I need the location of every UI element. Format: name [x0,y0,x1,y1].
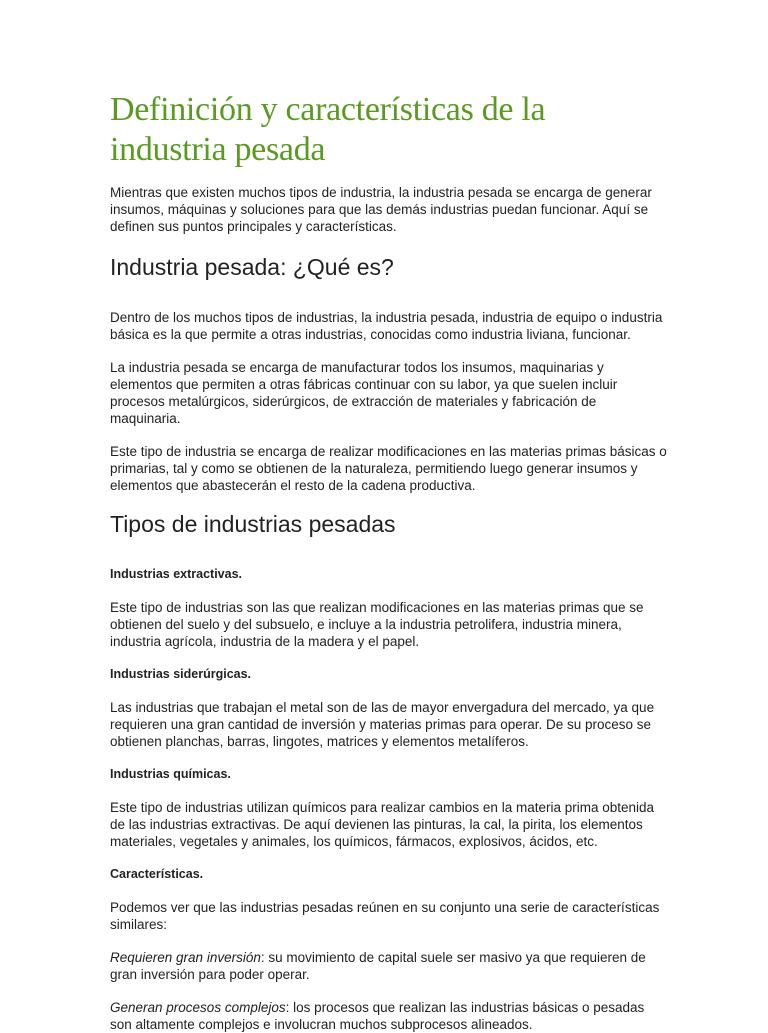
label-procesos: Generan procesos complejos [110,1000,286,1015]
subheading-extractivas: Industrias extractivas. [110,567,243,581]
paragraph-siderurgicas: Las industrias que trabajan el metal son de las de mayor envergadura del mercado, ya que requieren una gran cantidad de inversión y materias primas para operar. De su proceso se obtienen planchas, barras, lingotes, matrices y elementos metalíferos. [110,700,655,749]
subheading-caracteristicas: Características. [110,867,204,881]
subheading-siderurgicas: Industrias siderúrgicas. [110,667,252,681]
section-heading-tipos: Tipos de industrias pesadas [110,511,396,537]
intro-paragraph: Mientras que existen muchos tipos de industria, la industria pesada se encarga de generar insumos, máquinas y soluciones para que las demás industrias puedan funcionar. Aquí se definen sus puntos principales y características. [110,185,652,234]
paragraph-materias-primas: Este tipo de industria se encarga de realizar modificaciones en las materias primas básicas o primarias, tal y como se obtienen de la naturaleza, permitiendo luego generar insumos y elementos que abastecerán el resto de la cadena productiva. [110,444,667,493]
paragraph-definicion: Dentro de los muchos tipos de industrias, la industria pesada, industria de equipo o industria básica es la que permite a otras industrias, conocidas como industria liviana, funcionar. [110,310,663,342]
subheading-quimicas: Industrias químicas. [110,767,231,781]
text-procesos: : los procesos que realizan las industrias básicas o pesadas son altamente complejos e involucran muchos subprocesos alineados. [110,1000,645,1032]
paragraph-extractivas: Este tipo de industrias son las que realizan modificaciones en las materias primas que se obtienen del suelo y del subsuelo, e incluye a la industria petrolifera, industria minera, industria agrícola, industria de la madera y el papel. [110,600,644,649]
paragraph-caracteristicas: Podemos ver que las industrias pesadas reúnen en su conjunto una serie de características similares: [110,900,660,932]
document-title: Definición y características de la industria pesada [110,91,546,168]
paragraph-inversion [110,949,668,983]
section-heading-que-es: Industria pesada: ¿Qué es? [110,254,394,280]
paragraph-manufactura: La industria pesada se encarga de manufacturar todos los insumos, maquinarias y elementos que permiten a otras fábricas continuar con su labor, ya que suelen incluir procesos metalúrgicos, siderúrgicos, de extracción de materiales y fabricación de maquinaria. [110,360,618,426]
text-inversion: : su movimiento de capital suele ser masivo ya que requieren de gran inversión para poder operar. [110,950,646,982]
label-inversion: Requieren gran inversión [110,950,261,965]
paragraph-quimicas: Este tipo de industrias utilizan químicos para realizar cambios en la materia prima obtenida de las industrias extractivas. De aquí devienen las pinturas, la cal, la pirita, los elementos materiales, vegetales y animales, los químicos, fármacos, explosivos, ácidos, etc. [110,800,655,849]
paragraph-procesos [110,999,668,1033]
